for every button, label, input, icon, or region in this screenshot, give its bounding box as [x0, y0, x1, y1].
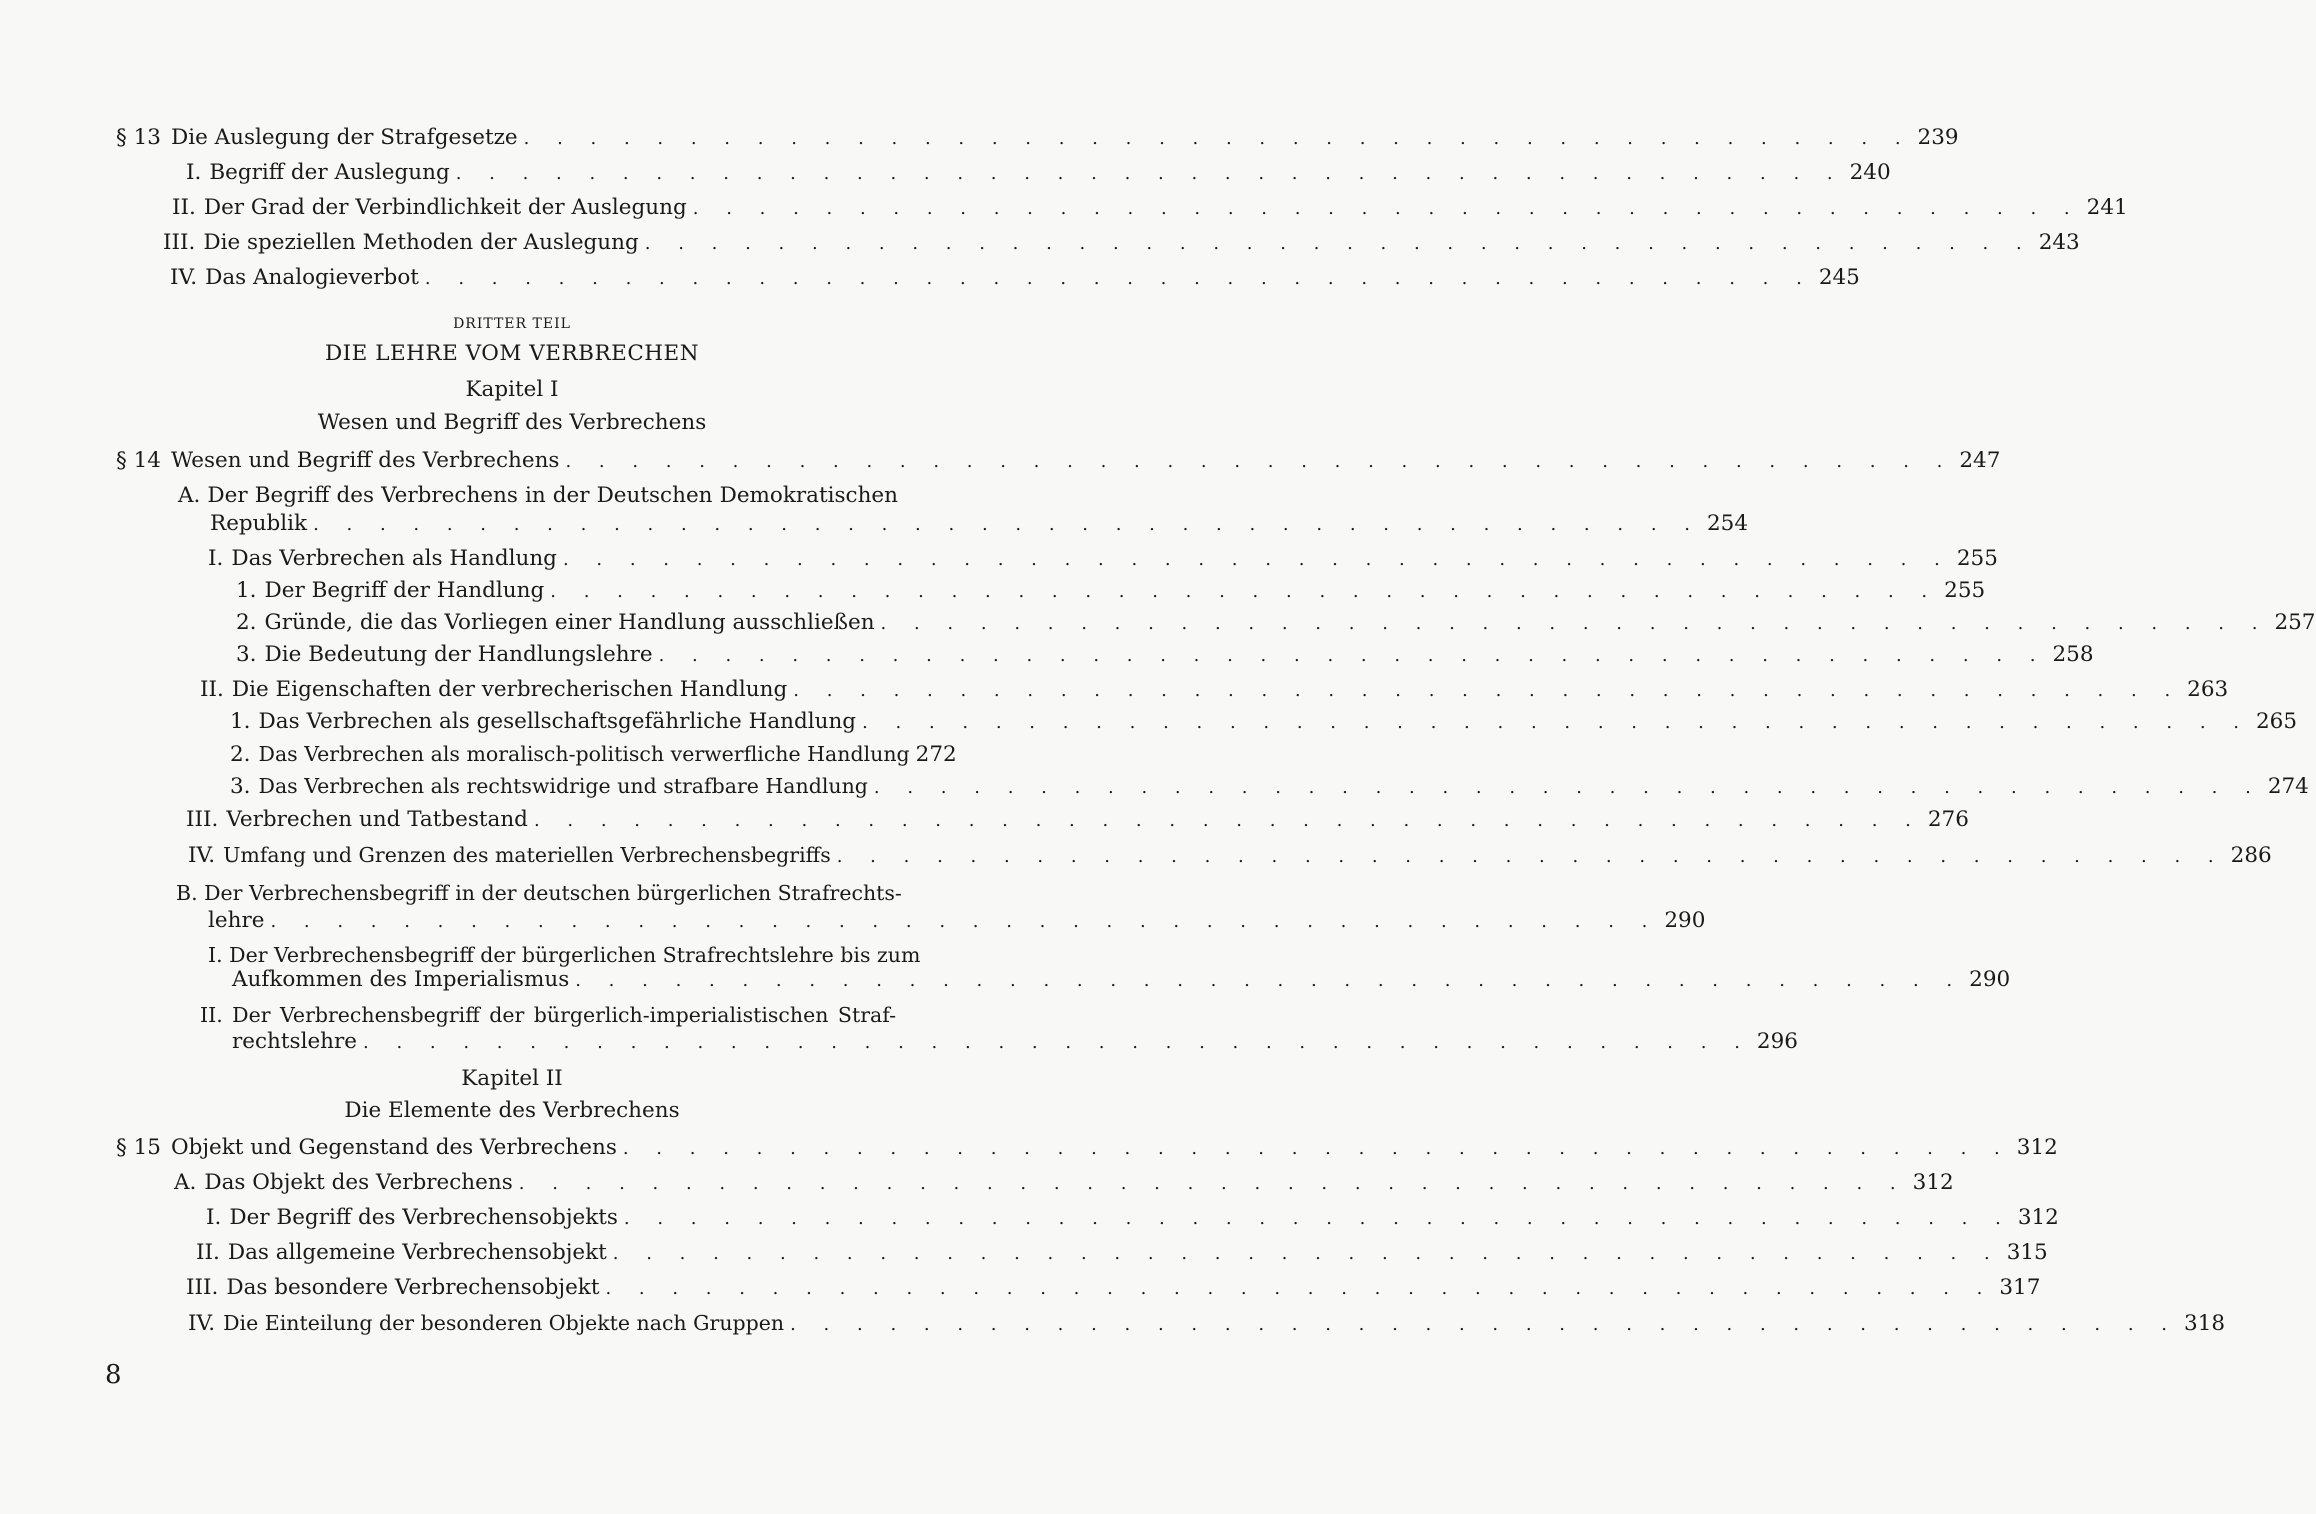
dot-leader: . . . . . . . . . . . . . . . . . . . . . . . . . . . . . . . . . . . . . . . . . .	[550, 581, 1939, 602]
section-number: § 14	[116, 448, 161, 473]
entry-title: Der Begriff der Handlung	[264, 578, 545, 603]
part-label: DRITTER TEIL	[453, 316, 571, 332]
dot-leader: . . . . . . . . . . . . . . . . . . . . . . . . . . . . . . . . . . . . . . . . . .	[562, 549, 1951, 570]
dot-leader: . . . . . . . . . . . . . . . . . . . . . . . . . . . . . . . . . . . . . . . . . .	[565, 451, 1954, 472]
dot-leader: . . . . . . . . . . . . . . . . . . . . . . . . . . . . . . . . . . . . . . . . . .	[793, 680, 2182, 701]
entry-number: 1.	[230, 709, 251, 734]
toc-entry-section-15	[116, 1134, 2058, 1163]
entry-title: Verbrechen und Tatbestand	[226, 807, 528, 832]
toc-entry	[196, 1239, 2048, 1268]
page-ref: 240	[1849, 160, 1891, 185]
toc-entry	[236, 641, 2094, 670]
dot-leader: . . . . . . . . . . . . . . . . . . . . . . . . . . . . . . . . . . . . . . . . . .	[873, 777, 2262, 798]
page-ref: 312	[1912, 1170, 1954, 1195]
dot-leader: . . . . . . . . . . . . . . . . . . . . . . . . . . . . . . . . . . . . . . . . . .	[836, 846, 2225, 867]
toc-entry	[163, 229, 2080, 258]
entry-title: Das Objekt des Verbrechens	[204, 1170, 513, 1195]
dot-leader: . . . . . . . . . . . . . . . . . . . . . . . . . . . . . . . . . . . . . . . . . .	[692, 198, 2081, 219]
toc-entry-b-II	[232, 1028, 1798, 1057]
page-ref: 239	[1917, 125, 1959, 150]
chapter-label: Kapitel II	[461, 1066, 563, 1091]
entry-title: Die Auslegung der Strafgesetze	[170, 125, 518, 150]
toc-entry-a	[210, 510, 1749, 539]
page-ref: 296	[1756, 1029, 1798, 1054]
dot-leader: . . . . . . . . . . . . . . . . . . . . . . . . . . . . . . . . . . . . . . . . . .	[313, 514, 1701, 535]
page-ref: 254	[1706, 511, 1749, 536]
entry-title: Das Verbrechen als gesellschaftsgefährliche Handlung	[258, 709, 857, 734]
page-number: 8	[105, 1360, 122, 1390]
toc-entry	[186, 1274, 2041, 1303]
entry-title: Aufkommen des Imperialismus	[232, 967, 570, 992]
dot-leader: . . . . . . . . . . . . . . . . . . . . . . . . . . . . . . . . . . . . . . . . . .	[623, 1208, 2012, 1229]
entry-title: Gründe, die das Vorliegen einer Handlung ausschließen	[264, 610, 875, 635]
entry-title: Wesen und Begriff des Verbrechens	[170, 448, 560, 473]
entry-b-I-line1: I. Der Verbrechensbegriff der bürgerlichen Strafrechtslehre bis zum	[208, 943, 921, 967]
entry-title: Der Begriff des Verbrechensobjekts	[229, 1205, 618, 1230]
dot-leader: . . . . . . . . . . . . . . . . . . . . . . . . . . . . . . . . . . . . . . . . . .	[880, 613, 2269, 634]
toc-entry	[174, 1169, 1954, 1198]
page-ref: 257	[2274, 610, 2316, 635]
page-ref: 276	[1927, 807, 1969, 832]
entry-number: III.	[163, 230, 196, 255]
entry-title: Umfang und Grenzen des materiellen Verbrechensbegriffs	[223, 843, 831, 867]
toc-entry	[230, 740, 957, 769]
entry-title: Republik	[210, 511, 308, 536]
page-ref: 243	[2038, 230, 2080, 255]
toc-entry	[186, 159, 1891, 188]
entry-number: IV.	[188, 843, 216, 868]
toc-entry	[236, 577, 1986, 606]
entry-b-II-line1: II. Der Verbrechensbegriff der bürgerlich-imperialistischen Straf-	[200, 1003, 896, 1027]
page-ref: 290	[1664, 908, 1706, 933]
page-ref: 263	[2187, 677, 2229, 702]
page-ref: 290	[1969, 967, 2011, 992]
dot-leader: . . . . . . . . . . . . . . . . . . . . . . . . . . . . . . . . . . . . . . . . . .	[862, 712, 2250, 733]
page-ref: 245	[1818, 265, 1860, 290]
dot-leader: . . . . . . . . . . . . . . . . . . . . . . . . . . . . . . . . . . . . . . . . . .	[518, 1173, 1907, 1194]
section-number: § 13	[116, 125, 161, 150]
page-ref: 255	[1956, 546, 1998, 571]
entry-title: Das allgemeine Verbrechensobjekt	[227, 1240, 607, 1265]
toc-entry	[188, 1309, 2226, 1339]
toc-entry	[188, 841, 2272, 871]
toc-entry	[170, 264, 1860, 293]
entry-number: IV.	[170, 265, 198, 290]
dot-leader: . . . . . . . . . . . . . . . . . . . . . . . . . . . . . . . . . . . . . . . . . .	[533, 810, 1922, 831]
toc-entry	[230, 708, 2298, 737]
dot-leader: . . . . . . . . . . . . . . . . . . . . . . . . . . . . . . . . . . . . . . . . . .	[605, 1278, 1994, 1299]
entry-number: IV.	[188, 1311, 216, 1336]
page-ref: 274	[2267, 774, 2309, 799]
toc-entry	[186, 806, 1969, 835]
page-ref: 315	[2006, 1240, 2048, 1265]
entry-number: I.	[186, 160, 202, 185]
toc-entry	[208, 545, 1998, 574]
dot-leader: . . . . . . . . . . . . . . . . . . . . . . . . . . . . . . . . . . . . . . . . . .	[363, 1032, 1751, 1053]
entry-number: III.	[186, 1275, 219, 1300]
entry-number: 3.	[236, 642, 257, 667]
chapter-title: Wesen und Begriff des Verbrechens	[317, 410, 707, 435]
dot-leader: . . . . . . . . . . . . . . . . . . . . . . . . . . . . . . . . . . . . . . . . . .	[790, 1314, 2179, 1335]
dot-leader: . . . . . . . . . . . . . . . . . . . . . . . . . . . . . . . . . . . . . . . . . .	[658, 645, 2047, 666]
entry-number: 2.	[230, 742, 251, 767]
entry-number: II.	[200, 677, 224, 702]
page-ref: 286	[2230, 843, 2272, 868]
entry-title: Begriff der Auslegung	[209, 160, 450, 185]
entry-number: II.	[172, 195, 196, 220]
page-ref: 317	[1999, 1275, 2041, 1300]
page-ref: 241	[2086, 195, 2128, 220]
dot-leader: . . . . . . . . . . . . . . . . . . . . . . . . . . . . . . . . . . . . . . . . . .	[523, 128, 1912, 149]
entry-number: I.	[208, 546, 224, 571]
page-ref: 272	[915, 742, 957, 767]
toc-entry-b-I	[232, 966, 2011, 995]
section-number: § 15	[116, 1135, 161, 1160]
entry-title: Das Analogieverbot	[205, 265, 419, 290]
chapter-title: Die Elemente des Verbrechens	[344, 1098, 680, 1123]
entry-title: Die Bedeutung der Handlungslehre	[264, 642, 653, 667]
toc-entry	[230, 772, 2309, 802]
dot-leader: . . . . . . . . . . . . . . . . . . . . . . . . . . . . . . . . . . . . . . . . . .	[424, 268, 1813, 289]
dot-leader: . . . . . . . . . . . . . . . . . . . . . . . . . . . . . . . . . . . . . . . . . .	[455, 163, 1844, 184]
entry-number: II.	[196, 1240, 220, 1265]
entry-title: lehre	[208, 908, 265, 933]
entry-title: Das Verbrechen als Handlung	[231, 546, 557, 571]
entry-number: III.	[186, 807, 219, 832]
dot-leader: . . . . . . . . . . . . . . . . . . . . . . . . . . . . . . . . . . . . . . . . . .	[575, 970, 1964, 991]
entry-number: 2.	[236, 610, 257, 635]
entry-title: Der Grad der Verbindlichkeit der Auslegung	[203, 195, 687, 220]
toc-entry	[206, 1204, 2059, 1233]
toc-entry	[236, 609, 2316, 638]
entry-title: Die Einteilung der besonderen Objekte nach Gruppen	[223, 1311, 785, 1335]
entry-title: rechtslehre	[232, 1029, 358, 1054]
entry-number: 1.	[236, 578, 257, 603]
chapter-label: Kapitel I	[465, 377, 559, 402]
toc-entry	[172, 194, 2128, 223]
toc-entry-section-14	[116, 447, 2001, 476]
page-ref: 255	[1944, 578, 1986, 603]
dot-leader: . . . . . . . . . . . . . . . . . . . . . . . . . . . . . . . . . . . . . . . . . .	[612, 1243, 2001, 1264]
toc-entry	[200, 676, 2229, 705]
dot-leader: . . . . . . . . . . . . . . . . . . . . . . . . . . . . . . . . . . . . . . . . . .	[622, 1138, 2011, 1159]
page-ref: 265	[2255, 709, 2298, 734]
entry-title: Objekt und Gegenstand des Verbrechens	[170, 1135, 617, 1160]
dot-leader: . . . . . . . . . . . . . . . . . . . . . . . . . . . . . . . . . . . . . . . . . .	[270, 911, 1659, 932]
dot-leader: . . . . . . . . . . . . . . . . . . . . . . . . . . . . . . . . . . . . . . . . . .	[644, 233, 2033, 254]
entry-title: Das Verbrechen als moralisch-politisch verwerfliche Handlung	[258, 742, 910, 766]
entry-number: A.	[174, 1170, 197, 1195]
page-ref: 247	[1959, 448, 2001, 473]
entry-title: Die speziellen Methoden der Auslegung	[203, 230, 639, 255]
entry-a-line1: A. Der Begriff des Verbrechens in der Deutschen Demokratischen	[178, 483, 898, 508]
toc-entry-b	[208, 907, 1706, 936]
entry-b-line1: B. Der Verbrechensbegriff in der deutschen bürgerlichen Strafrechts-	[176, 881, 902, 905]
entry-title: Das besondere Verbrechensobjekt	[226, 1275, 600, 1300]
page-ref: 258	[2052, 642, 2094, 667]
part-title: DIE LEHRE VOM VERBRECHEN	[324, 341, 700, 366]
toc-entry-section-13	[116, 124, 1959, 153]
entry-number: I.	[206, 1205, 222, 1230]
page-ref: 312	[2016, 1135, 2058, 1160]
entry-title: Die Eigenschaften der verbrecherischen Handlung	[231, 677, 788, 702]
entry-title: Das Verbrechen als rechtswidrige und strafbare Handlung	[258, 774, 868, 798]
page-ref: 312	[2017, 1205, 2059, 1230]
page-ref: 318	[2184, 1311, 2226, 1336]
entry-number: 3.	[230, 774, 251, 799]
